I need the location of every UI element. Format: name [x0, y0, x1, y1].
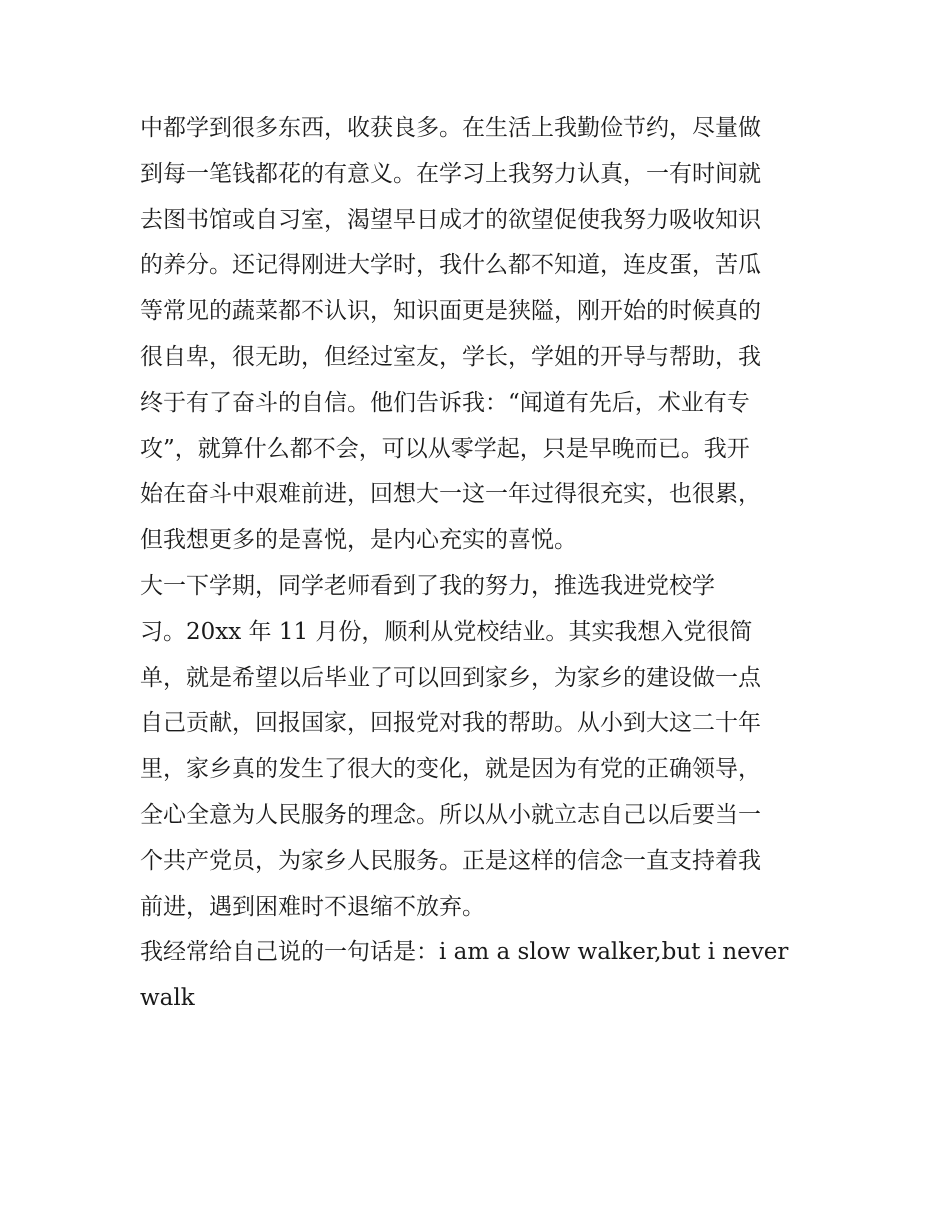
text-line: 中都学到很多东西，收获良多。在生活上我勤俭节约，尽量做	[140, 115, 761, 141]
paragraph-2	[140, 564, 812, 930]
text-line: 全心全意为人民服务的理念。所以从小就立志自己以后要当一	[140, 801, 761, 828]
paragraph-1	[140, 106, 812, 564]
text-line: walk	[140, 985, 195, 1012]
text-line: 我经常给自己说的一句话是：i am a slow walker,but i never	[140, 939, 789, 966]
text-line: 自己贡献，回报国家，回报党对我的帮助。从小到大这二十年	[140, 710, 761, 737]
text-line: 个共产党员，为家乡人民服务。正是这样的信念一直支持着我	[140, 847, 761, 874]
text-line: 终于有了奋斗的自信。他们告诉我：“闻道有先后，术业有专	[140, 389, 750, 416]
paragraph-3	[140, 930, 812, 1022]
text-line: 到每一笔钱都花的有意义。在学习上我努力认真，一有时间就	[140, 160, 761, 187]
text-line: 里，家乡真的发生了很大的变化，就是因为有党的正确领导，	[140, 756, 761, 783]
text-line: 前进，遇到困难时不退缩不放弃。	[140, 893, 485, 920]
document-body	[140, 106, 812, 1022]
text-line: 单，就是希望以后毕业了可以回到家乡，为家乡的建设做一点	[140, 664, 761, 691]
text-line: 很自卑，很无助，但经过室友，学长，学姐的开导与帮助，我	[140, 343, 761, 370]
text-line: 大一下学期，同学老师看到了我的努力，推选我进党校学	[140, 572, 715, 599]
text-line: 始在奋斗中艰难前进，回想大一这一年过得很充实，也很累，	[140, 481, 761, 508]
text-line: 习。20xx 年 11 月份，顺利从党校结业。其实我想入党很简	[140, 618, 753, 645]
text-line: 但我想更多的是喜悦，是内心充实的喜悦。	[140, 527, 577, 554]
text-line: 的养分。还记得刚进大学时，我什么都不知道，连皮蛋，苦瓜	[140, 252, 761, 279]
text-line: 攻”，就算什么都不会，可以从零学起，只是早晚而已。我开	[140, 435, 750, 462]
text-line: 去图书馆或自习室，渴望早日成才的欲望促使我努力吸收知识	[140, 206, 761, 233]
text-line: 等常见的蔬菜都不认识，知识面更是狭隘，刚开始的时候真的	[140, 298, 761, 325]
